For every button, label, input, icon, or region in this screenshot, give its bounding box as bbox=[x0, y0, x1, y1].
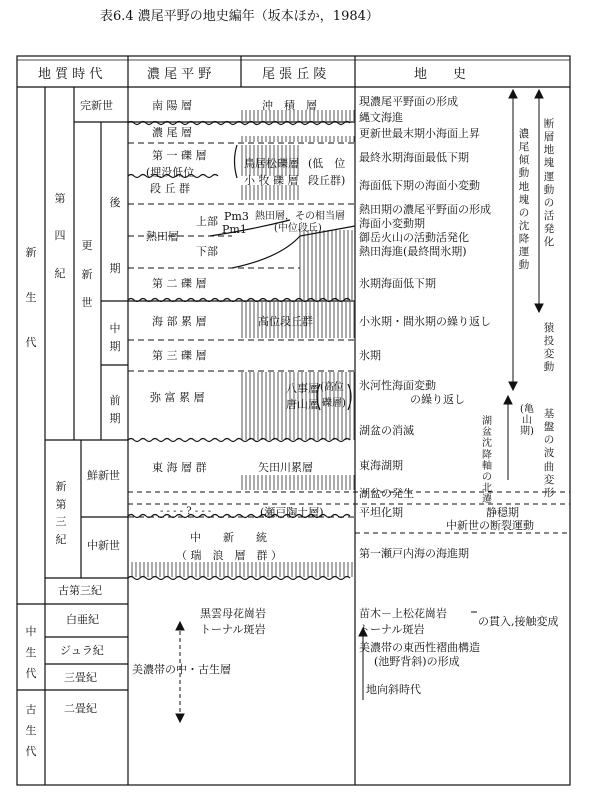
period-jurassic: ジュラ紀 bbox=[60, 644, 104, 657]
stratum-mid-terrace: (中位段丘) bbox=[274, 223, 322, 234]
stratum-buried2: 段 丘 群 bbox=[150, 182, 190, 195]
vertical-lake-axis: 湖盆沈降軸の北遷 bbox=[482, 416, 492, 506]
history-23: の貫入,接触変成 bbox=[478, 615, 559, 628]
vertical-basement: 基盤の波曲変形 bbox=[543, 408, 555, 499]
history-5: 熱田期の濃尾平野面の形成 bbox=[359, 203, 491, 216]
table-caption: 表6.4 濃尾平野の地史編年（坂本ほか，1984） bbox=[100, 9, 379, 24]
stratum-low1: (低 位 bbox=[308, 157, 346, 170]
period-neogene: 新第三紀 bbox=[55, 480, 67, 546]
history-21: 苗木－上松花崗岩 bbox=[359, 607, 447, 620]
stratum-toriimatsu: 鳥居松礫層 bbox=[244, 157, 299, 170]
era-cenozoic: 新生代 bbox=[25, 246, 37, 350]
history-22: トーナル斑岩 bbox=[359, 623, 425, 636]
history-8: 熱田海進(最終間氷期) bbox=[359, 245, 467, 258]
stratum-tonalite: トーナル斑岩 bbox=[200, 623, 266, 636]
history-13: の繰り返し bbox=[410, 393, 465, 406]
history-3: 最終氷期海面最低下期 bbox=[359, 151, 469, 164]
history-26: 地向斜時代 bbox=[366, 683, 421, 696]
history-4: 海面低下期の海面小変動 bbox=[359, 179, 480, 192]
stratum-karasan: 唐山層 bbox=[286, 398, 319, 411]
history-25: (池野背斜)の形成 bbox=[374, 655, 460, 668]
stratum-yadagawa: 矢田川累層 bbox=[258, 461, 313, 474]
stratum-nanyo: 南 陽 層 bbox=[152, 99, 192, 112]
stratum-ama: 海 部 累 層 bbox=[152, 315, 207, 328]
stage-early: 前期 bbox=[109, 394, 121, 425]
stratum-granite: 黒雲母花崗岩 bbox=[200, 607, 266, 620]
stratum-mizunami: （ 瑞 浪 層 群 ） bbox=[176, 549, 282, 562]
history-20: 第一瀬戸内海の海進期 bbox=[359, 547, 469, 560]
epoch-pliocene: 鮮新世 bbox=[87, 469, 120, 482]
header-plain: 濃 尾 平 野 bbox=[147, 67, 212, 82]
stratum-tokai: 東 海 層 群 bbox=[152, 461, 207, 474]
stratum-atsuta: 熱田層 bbox=[146, 230, 179, 243]
period-triassic: 三畳紀 bbox=[64, 671, 97, 684]
epoch-miocene: 中新世 bbox=[87, 539, 120, 552]
period-paleogene: 古第三紀 bbox=[58, 584, 102, 597]
vertical-sanage: 猿投変動 bbox=[543, 322, 555, 374]
stratum-hachiji: 八事層 bbox=[286, 382, 319, 395]
stratum-seto: (瀬戸陶土層) bbox=[260, 506, 324, 519]
stratum-gravel2: 第 二 礫 層 bbox=[152, 277, 207, 290]
history-18: 静穏期 bbox=[486, 506, 519, 519]
stratum-upper: 上部 bbox=[196, 215, 218, 228]
history-6: 海面小変動期 bbox=[359, 217, 425, 230]
history-12: 氷河性海面変動 bbox=[359, 379, 436, 392]
stratum-gravel1: 第 一 礫 層 bbox=[152, 149, 207, 162]
header-era: 地 質 時 代 bbox=[38, 67, 103, 82]
period-quaternary: 第四紀 bbox=[54, 192, 66, 280]
stratum-chuseki: 沖 積 層 bbox=[262, 99, 317, 112]
history-11: 氷期 bbox=[359, 349, 381, 362]
stratum-yatomi: 弥 富 累 層 bbox=[150, 391, 205, 404]
history-24: 美濃帯の東西性褶曲構造 bbox=[359, 641, 480, 654]
history-14: 湖盆の消滅 bbox=[359, 424, 414, 437]
stratum-gravel3: 第 三 礫 層 bbox=[152, 349, 207, 362]
vertical-nobi-tilt: 濃尾傾動地塊の沈降運動 bbox=[518, 128, 530, 272]
vertical-fault-block: 断層地塊運動の活発化 bbox=[543, 118, 555, 249]
stratum-komaki: 小 牧 礫 層 bbox=[244, 174, 299, 187]
epoch-pleistocene: 更新世 bbox=[81, 239, 93, 310]
era-paleozoic: 古生代 bbox=[25, 703, 37, 758]
header-history: 地 史 bbox=[414, 67, 467, 82]
header-hills: 尾 張 丘 陵 bbox=[262, 67, 327, 82]
stratum-low2: 段丘群) bbox=[308, 174, 346, 187]
history-10: 小氷期・間氷期の繰り返し bbox=[359, 315, 491, 328]
stratum-dashes: - - - - ? - - - bbox=[160, 506, 212, 517]
history-19: 中新世の断裂運動 bbox=[446, 519, 534, 532]
stratum-high-terrace: 高位段丘群 bbox=[258, 315, 313, 328]
stratum-high2: 礫層) bbox=[322, 398, 346, 409]
history-16: 湖盆の発生 bbox=[359, 487, 414, 500]
stage-late: 後期 bbox=[109, 196, 121, 275]
history-9: 氷期海面低下期 bbox=[359, 277, 436, 290]
period-cretaceous: 白亜紀 bbox=[66, 613, 99, 626]
history-17: 平坦化期 bbox=[359, 506, 403, 519]
stratum-pm3: Pm3 bbox=[224, 210, 249, 223]
stratum-buried1: (埋没低位 bbox=[146, 166, 195, 179]
epoch-holocene: 完新世 bbox=[80, 99, 113, 112]
vertical-kame: (亀山期) bbox=[520, 404, 534, 437]
period-permian: 二畳紀 bbox=[64, 702, 97, 715]
stratum-mino: 美濃帯の中・古生層 bbox=[132, 663, 231, 676]
stratum-high1: (高位 bbox=[320, 382, 344, 393]
history-2: 更新世最末期小海面上昇 bbox=[359, 127, 480, 140]
stratum-atsuta-desc: 熱田層，その相当層 bbox=[255, 211, 345, 222]
history-7: 御岳火山の活動活発化 bbox=[359, 231, 469, 244]
stratum-pm1: Pm1 bbox=[222, 223, 247, 236]
stratum-nobi: 濃 尾 層 bbox=[152, 126, 192, 139]
stratum-miocene-group: 中 新 統 bbox=[190, 531, 267, 544]
history-1: 縄文海進 bbox=[359, 111, 403, 124]
stage-middle: 中期 bbox=[109, 322, 121, 353]
history-15: 東海湖期 bbox=[359, 459, 403, 472]
stratum-lower: 下部 bbox=[196, 245, 218, 258]
era-mesozoic: 中生代 bbox=[25, 625, 37, 680]
history-0: 現濃尾平野面の形成 bbox=[359, 95, 458, 108]
